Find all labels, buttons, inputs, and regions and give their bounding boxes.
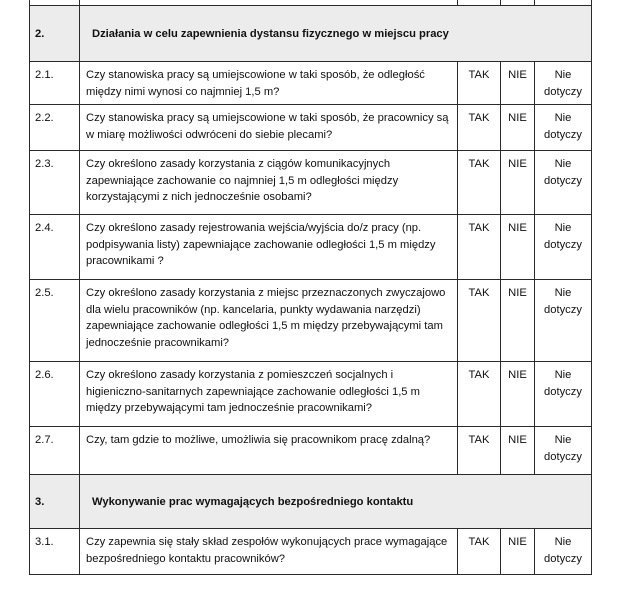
answer-no[interactable]: NIE xyxy=(501,105,535,151)
table-row xyxy=(30,62,592,105)
answer-not-applicable[interactable]: Nie dotyczy xyxy=(535,427,592,475)
answer-yes[interactable]: TAK xyxy=(458,215,501,280)
answer-no[interactable]: NIE xyxy=(501,215,535,280)
row-question: Czy, tam gdzie to możliwe, umożliwia się pracownikom pracę zdalną? xyxy=(80,427,458,475)
table-row xyxy=(30,529,592,575)
row-number: 2.4. xyxy=(30,215,80,280)
answer-no[interactable]: NIE xyxy=(501,280,535,362)
answer-yes[interactable]: TAK xyxy=(458,362,501,427)
row-number: 2.5. xyxy=(30,280,80,362)
section-header xyxy=(30,475,592,529)
row-number: 2.7. xyxy=(30,427,80,475)
answer-no[interactable]: NIE xyxy=(501,529,535,575)
answer-no[interactable]: NIE xyxy=(501,151,535,215)
row-number: 2.6. xyxy=(30,362,80,427)
row-number: 2.3. xyxy=(30,151,80,215)
row-question: Czy zapewnia się stały skład zespołów wykonujących prace wymagające bezpośredniego kontaktu pracowników? xyxy=(80,529,458,575)
row-question: Czy określono zasady korzystania z ciągów komunikacyjnych zapewniające zachowanie co najmniej 1,5 m odległości między korzystającymi z nich jednocześnie osobami? xyxy=(80,151,458,215)
table-row xyxy=(30,427,592,475)
answer-not-applicable[interactable]: Nie dotyczy xyxy=(535,151,592,215)
table-row xyxy=(30,280,592,362)
answer-no[interactable]: NIE xyxy=(501,362,535,427)
section-title: Wykonywanie prac wymagających bezpośredniego kontaktu xyxy=(80,475,592,529)
section-header xyxy=(30,6,592,62)
row-number: 2.2. xyxy=(30,105,80,151)
answer-yes[interactable]: TAK xyxy=(458,280,501,362)
checklist-page xyxy=(29,0,591,575)
section-title: Działania w celu zapewnienia dystansu fizycznego w miejscu pracy xyxy=(80,6,592,62)
row-question: Czy określono zasady korzystania z pomieszczeń socjalnych i higieniczno-sanitarnych zapewniające zachowanie odległości 1,5 m między przebywającymi tam jednocześnie pracownikami? xyxy=(80,362,458,427)
answer-no[interactable]: NIE xyxy=(501,62,535,105)
answer-not-applicable[interactable]: Nie dotyczy xyxy=(535,105,592,151)
table-row xyxy=(30,151,592,215)
answer-not-applicable[interactable]: Nie dotyczy xyxy=(535,529,592,575)
answer-yes[interactable]: TAK xyxy=(458,151,501,215)
answer-yes[interactable]: TAK xyxy=(458,105,501,151)
table-row xyxy=(30,215,592,280)
answer-not-applicable[interactable]: Nie dotyczy xyxy=(535,280,592,362)
row-question: Czy stanowiska pracy są umiejscowione w taki sposób, że odległość między nimi wynosi co najmniej 1,5 m? xyxy=(80,62,458,105)
answer-yes[interactable]: TAK xyxy=(458,427,501,475)
row-number: 3.1. xyxy=(30,529,80,575)
row-question: Czy stanowiska pracy są umiejscowione w taki sposób, że pracownicy są w miarę możliwości odwróceni do siebie plecami? xyxy=(80,105,458,151)
row-number: 2.1. xyxy=(30,62,80,105)
answer-not-applicable[interactable]: Nie dotyczy xyxy=(535,215,592,280)
answer-not-applicable[interactable]: Nie dotyczy xyxy=(535,362,592,427)
table-row xyxy=(30,105,592,151)
table-row xyxy=(30,362,592,427)
answer-yes[interactable]: TAK xyxy=(458,529,501,575)
section-number: 2. xyxy=(30,6,80,62)
section-number: 3. xyxy=(30,475,80,529)
checklist-table xyxy=(29,0,592,575)
answer-yes[interactable]: TAK xyxy=(458,62,501,105)
row-question: Czy określono zasady rejestrowania wejścia/wyjścia do/z pracy (np. podpisywania listy) zapewniające zachowanie odległości 1,5 m między pracownikami ? xyxy=(80,215,458,280)
answer-no[interactable]: NIE xyxy=(501,427,535,475)
row-question: Czy określono zasady korzystania z miejsc przeznaczonych zwyczajowo dla wielu pracowników (np. kancelaria, punkty wydawania narzędzi) zapewniające zachowanie odległości 1,5 m między przebywającymi tam jednocześnie pracownikami? xyxy=(80,280,458,362)
answer-not-applicable[interactable]: Nie dotyczy xyxy=(535,62,592,105)
